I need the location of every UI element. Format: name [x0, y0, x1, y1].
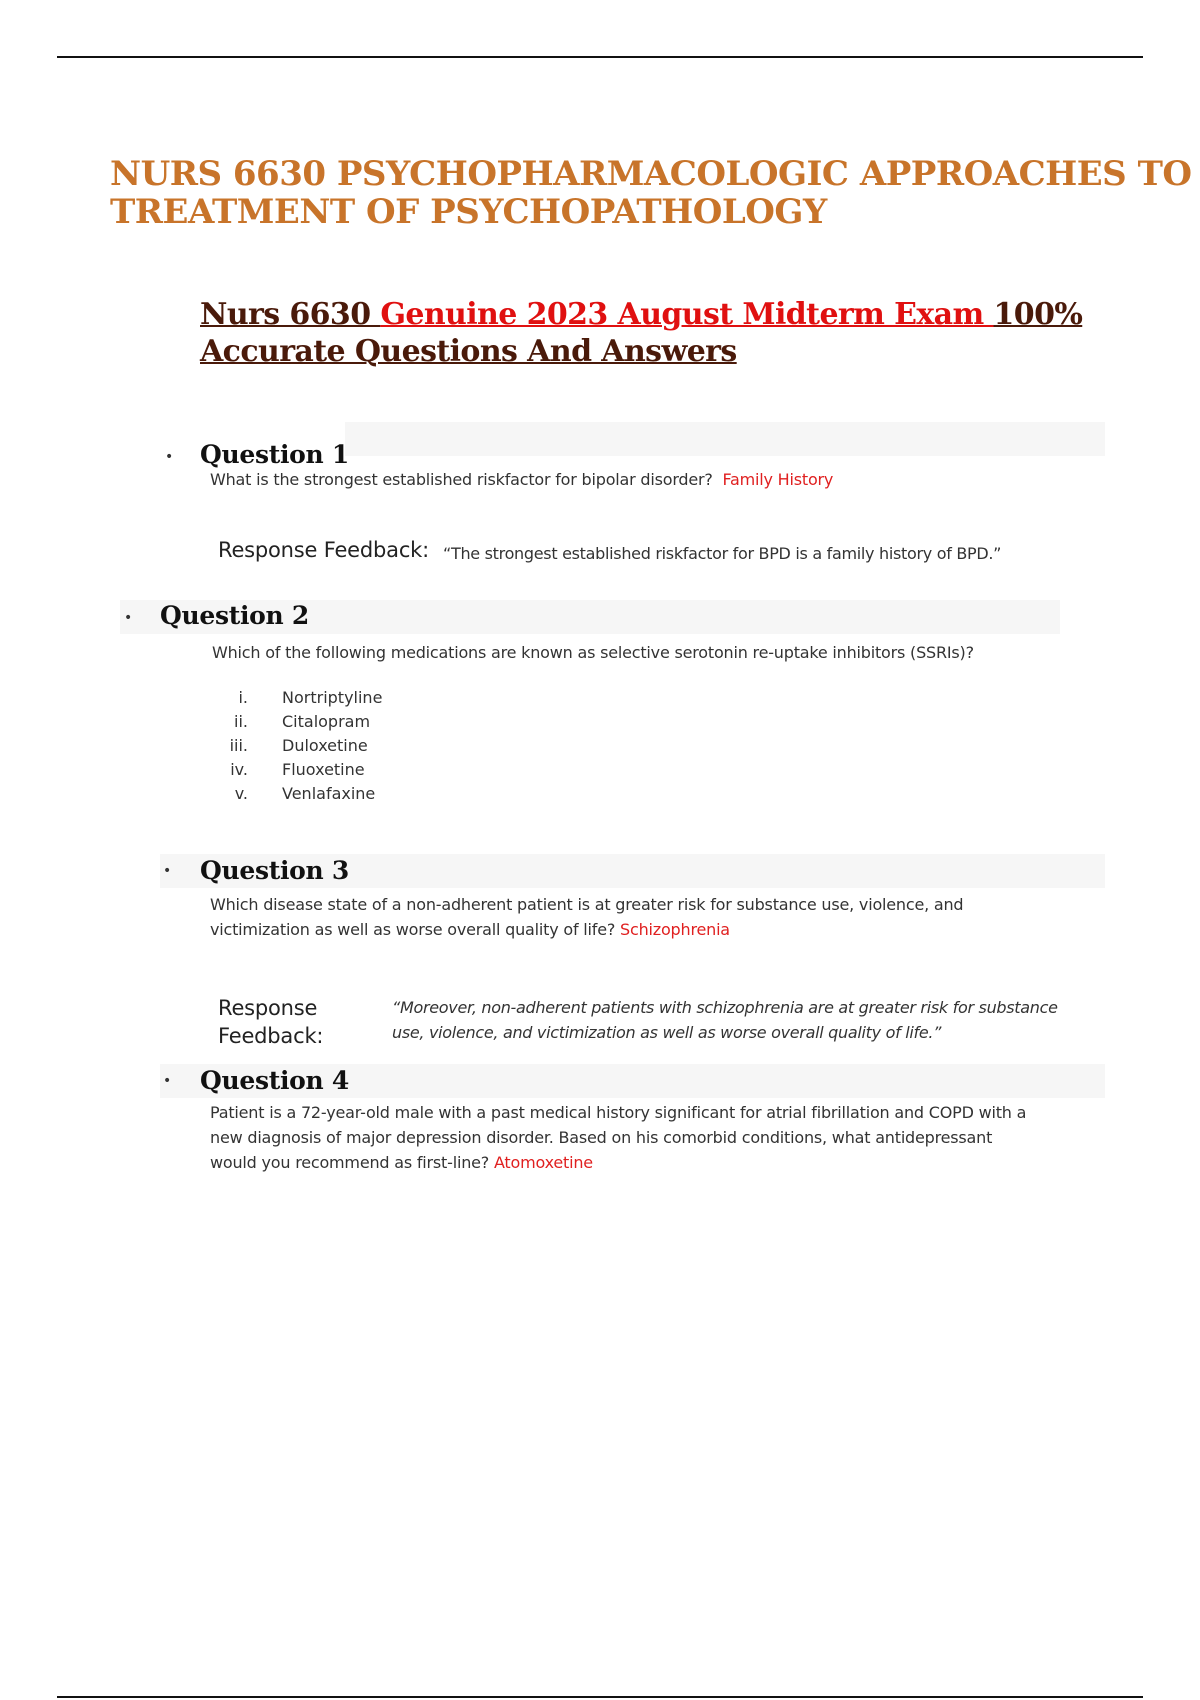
question-3-feedback-label: Response Feedback:	[218, 996, 324, 1048]
question-2-options	[210, 688, 510, 808]
option-row	[210, 736, 510, 760]
exam-subtitle	[200, 296, 1120, 370]
question-1-answer: Family History	[722, 470, 834, 489]
option-number: iii.	[229, 736, 248, 755]
question-4-text: Patient is a 72-year-old male with a past medical history significant for atrial fibrillation and COPD with a new diagnosis of major depression disorder. Based on his comorbid conditions, what antidepressant would you recommend as first-line? Atomoxetine	[210, 1103, 1027, 1172]
subtitle-part-1: Nurs 6630	[200, 297, 381, 332]
option-row	[210, 712, 510, 736]
question-3-feedback: “Moreover, non-adherent patients with schizophrenia are at greater risk for substance use, violence, and victimization as well as worse overall quality of life.”	[392, 998, 1058, 1042]
question-2-bullet: •	[124, 610, 133, 626]
subtitle-line-2: Accurate Questions And Answers	[200, 334, 737, 369]
title-line-1: NURS 6630 PSYCHOPHARMACOLOGIC APPROACHES TO	[110, 155, 1192, 194]
question-3-bullet: •	[163, 863, 172, 879]
subtitle-part-3: 100%	[993, 297, 1083, 332]
top-rule	[57, 56, 1143, 58]
option-row	[210, 688, 510, 712]
option-number: i.	[238, 688, 248, 707]
subtitle-part-2: Genuine 2023 August Midterm Exam	[380, 297, 994, 332]
question-3-answer: Schizophrenia	[620, 920, 730, 939]
question-1-text: What is the strongest established riskfactor for bipolar disorder? Family History	[210, 470, 834, 489]
option-label: Nortriptyline	[282, 688, 383, 707]
bottom-rule	[57, 1696, 1143, 1698]
option-number: v.	[234, 784, 248, 803]
question-1-heading: Question 1	[200, 440, 349, 469]
question-1-bar	[345, 422, 1105, 456]
question-2-text: Which of the following medications are known as selective serotonin re-uptake inhibitors (SSRIs)?	[212, 643, 974, 662]
option-label: Citalopram	[282, 712, 371, 731]
question-3-heading: Question 3	[200, 856, 349, 885]
title-line-2: TREATMENT OF PSYCHOPATHOLOGY	[110, 192, 827, 231]
option-number: iv.	[230, 760, 248, 779]
option-number: ii.	[234, 712, 248, 731]
option-label: Venlafaxine	[282, 784, 376, 803]
question-2-heading: Question 2	[160, 601, 309, 630]
option-row	[210, 760, 510, 784]
question-3-text: Which disease state of a non-adherent patient is at greater risk for substance use, violence, and victimization as well as worse overall quality of life? Schizophrenia	[210, 895, 964, 939]
option-label: Fluoxetine	[282, 760, 365, 779]
option-row	[210, 784, 510, 808]
question-1-feedback: “The strongest established riskfactor for BPD is a family history of BPD.”	[443, 544, 1002, 563]
option-label: Duloxetine	[282, 736, 368, 755]
question-4-heading: Question 4	[200, 1066, 349, 1095]
question-4-bullet: •	[163, 1073, 172, 1089]
question-1-feedback-label: Response Feedback:	[218, 538, 430, 562]
document-title	[110, 155, 1200, 231]
question-1-bullet: •	[165, 449, 174, 465]
question-4-answer: Atomoxetine	[493, 1153, 593, 1172]
